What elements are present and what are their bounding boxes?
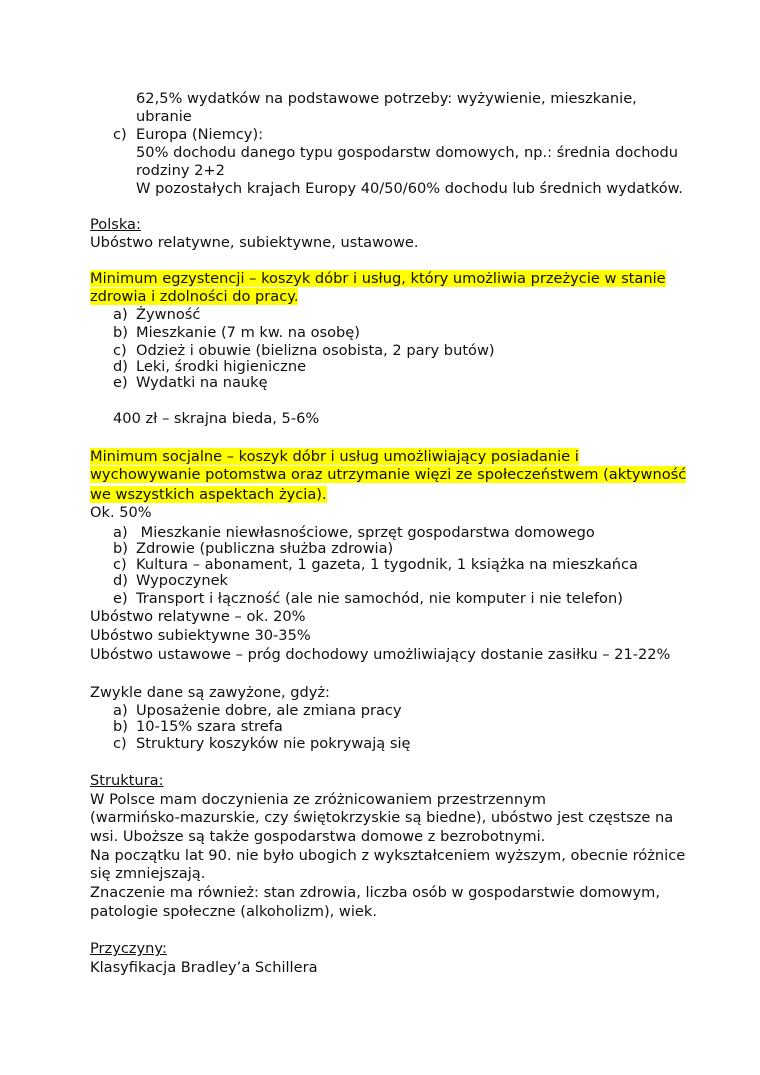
list-marker: a) [113,524,128,541]
list-marker: b) [113,718,128,735]
list-marker: c) [113,342,127,359]
list-marker: a) [113,306,128,323]
list-marker: b) [113,324,128,341]
list-item-text: Wypoczynek [136,572,229,589]
list-marker: d) [113,572,128,589]
list-item-text: Transport i łączność (ale nie samochód, nie komputer i nie telefon) [136,590,623,607]
list-item-text: rodziny 2+2 [136,162,225,179]
paragraph: Klasyfikacja Bradley’a Schillera [90,959,318,976]
highlighted-text: wychowywanie potomstwa oraz utrzymanie więzi ze społeczeństwem (aktywność [90,466,687,483]
paragraph-line: patologie społeczne (alkoholizm), wiek. [90,903,377,920]
list-marker: e) [113,374,128,391]
list-item-text: Leki, środki higieniczne [136,358,307,375]
section-heading-przyczyny: Przyczyny: [90,940,167,957]
paragraph-line: (warmińsko-mazurskie, czy świętokrzyskie są biedne), ubóstwo jest częstsze na [90,809,674,826]
definition-line [90,270,666,288]
list-item-text: Wydatki na naukę [136,374,268,391]
paragraph-line: się zmniejszają. [90,865,206,882]
definition-line [90,486,327,504]
paragraph: Ubóstwo relatywne – ok. 20% [90,608,306,625]
paragraph-line: Na początku lat 90. nie było ubogich z wykształceniem wyższym, obecnie różnice [90,847,686,864]
list-item-text: Mieszkanie niewłasnościowe, sprzęt gospodarstwa domowego [136,524,595,541]
list-marker: d) [113,358,128,375]
definition-line [90,288,298,306]
list-item-text: Uposażenie dobre, ale zmiana pracy [136,702,402,719]
highlighted-text: zdrowia i zdolności do pracy. [90,288,299,305]
list-marker: a) [113,702,128,719]
list-item-text: Mieszkanie (7 m kw. na osobę) [136,324,360,341]
paragraph: Ubóstwo ustawowe – próg dochodowy umożliwiający dostanie zasiłku – 21-22% [90,646,671,663]
paragraph-line: wsi. Uboższe są także gospodarstwa domowe z bezrobotnymi. [90,828,546,845]
list-marker: c) [113,556,127,573]
section-heading-struktura: Struktura: [90,772,164,789]
list-marker: b) [113,540,128,557]
note: 400 zł – skrajna bieda, 5-6% [113,410,320,427]
list-item-text: Kultura – abonament, 1 gazeta, 1 tygodnik, 1 książka na mieszkańca [136,556,639,573]
list-item-text: Zdrowie (publiczna służba zdrowia) [136,540,394,557]
intro-line: ubranie [136,108,192,125]
paragraph-line: Znaczenie ma również: stan zdrowia, liczba osób w gospodarstwie domowym, [90,884,660,901]
paragraph: Ubóstwo subiektywne 30-35% [90,627,311,644]
list-marker: c) [113,735,127,752]
list-item-text: Odzież i obuwie (bielizna osobista, 2 pary butów) [136,342,495,359]
definition-line [90,466,686,484]
paragraph: Ubóstwo relatywne, subiektywne, ustawowe. [90,234,419,251]
list-item-text: 50% dochodu danego typu gospodarstw domowych, np.: średnia dochodu [136,144,678,161]
list-item-text: 10-15% szara strefa [136,718,283,735]
highlighted-text: Minimum egzystencji – koszyk dóbr i usług, który umożliwia przeżycie w stanie [90,270,666,287]
paragraph: Zwykle dane są zawyżone, gdyż: [90,684,330,701]
list-item-text: Europa (Niemcy): [136,126,264,143]
highlighted-text: Minimum socjalne – koszyk dóbr i usług umożliwiający posiadanie i [90,448,579,465]
list-marker: e) [113,590,128,607]
list-item-text: Struktury koszyków nie pokrywają się [136,735,411,752]
intro-line: 62,5% wydatków na podstawowe potrzeby: wyżywienie, mieszkanie, [136,90,637,107]
highlighted-text: we wszystkich aspektach życia). [90,486,327,503]
paragraph-line: W Polsce mam doczynienia ze zróżnicowaniem przestrzennym [90,791,546,808]
list-item-text: Żywność [136,306,201,323]
paragraph: Ok. 50% [90,504,152,521]
list-marker: c) [113,126,127,143]
section-heading-polska: Polska: [90,216,141,233]
list-item-text: W pozostałych krajach Europy 40/50/60% dochodu lub średnich wydatków. [136,180,683,197]
definition-line [90,448,579,466]
